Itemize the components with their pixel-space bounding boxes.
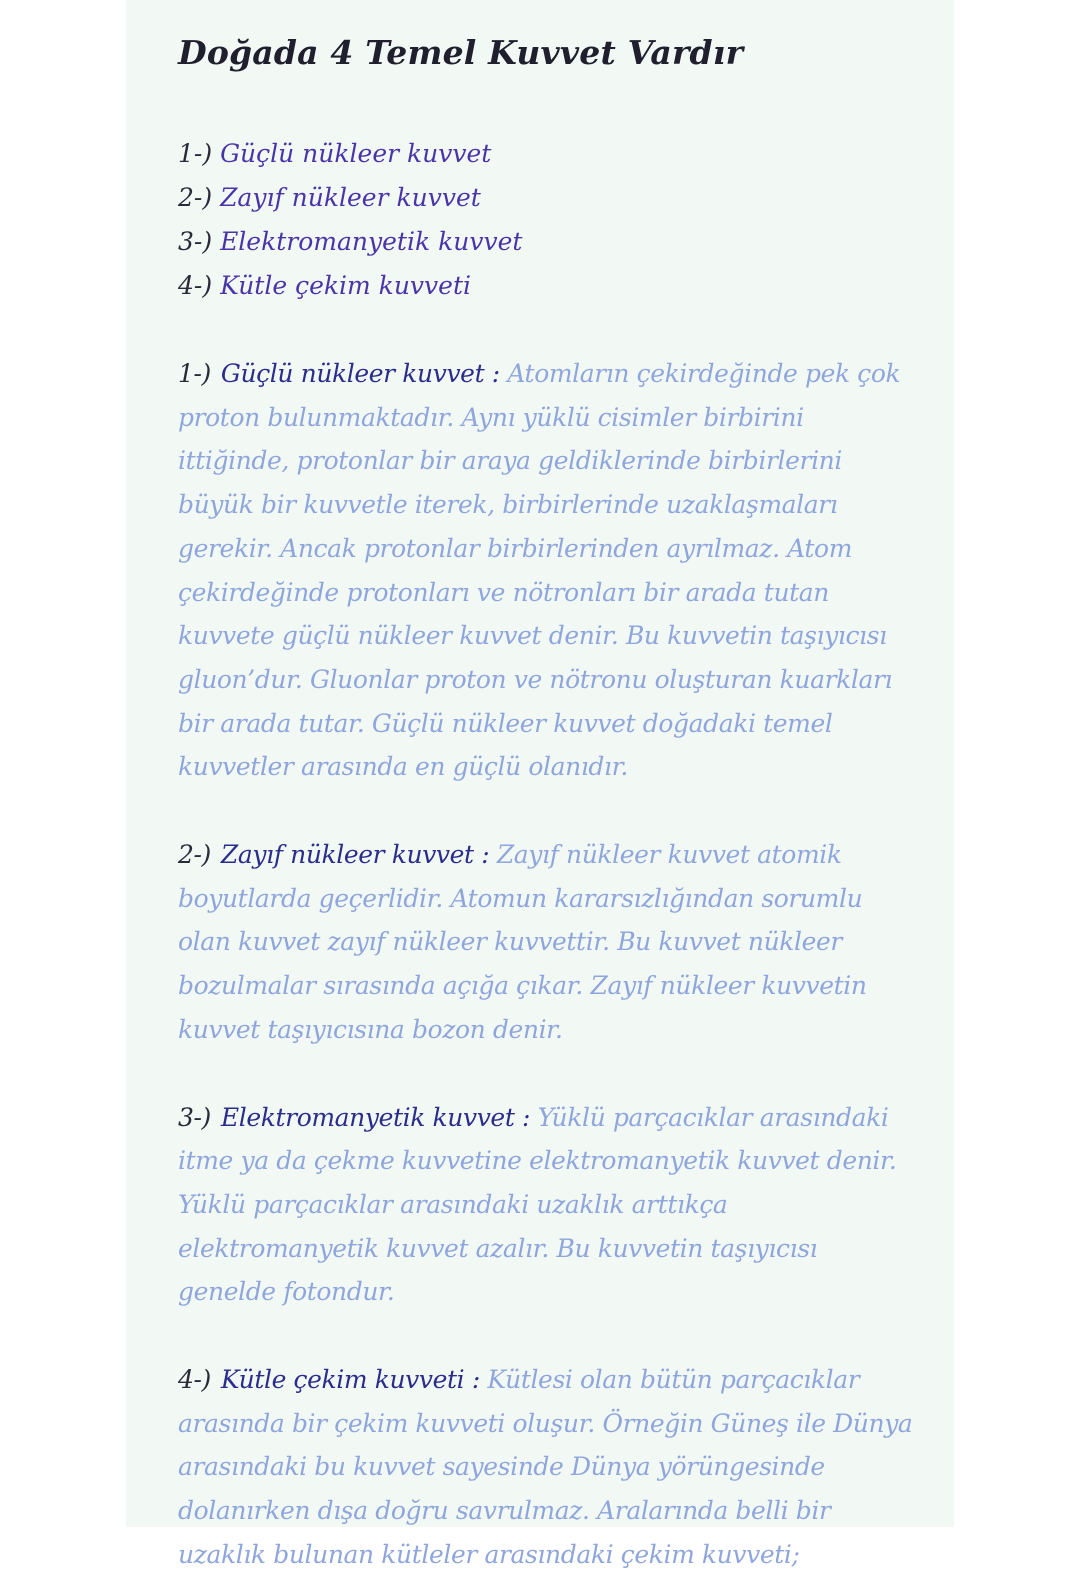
section-number: 2-) [178, 840, 211, 870]
section-colon: : [481, 840, 490, 870]
section-paragraph [178, 833, 918, 1052]
section-body: Zayıf nükleer kuvvet atomik boyutlarda geçerlidir. Atomun kararsızlığından sorumlu olan kuvvet zayıf nükleer kuvvettir. Bu kuvvet nükleer bozulmalar sırasında açığa çıkar. Zayıf nükleer kuvvetin kuvvet taşıyıcısına bozon denir. [178, 840, 867, 1044]
list-label: Güçlü nükleer kuvvet [220, 139, 492, 168]
section-colon: : [491, 359, 500, 388]
section-paragraph [178, 352, 918, 789]
section-heading: Elektromanyetik kuvvet [220, 1102, 515, 1132]
list-item [178, 176, 918, 220]
section-body: Yüklü parçacıklar arasındaki itme ya da çekme kuvvetine elektromanyetik kuvvet denir. Yüklü parçacıklar arasındaki uzaklık arttıkça elektromanyetik kuvvet azalır. Bu kuvvetin taşıyıcısı genelde fotondur. [178, 1102, 897, 1307]
section-heading: Zayıf nükleer kuvvet [220, 840, 474, 870]
section-body: Kütlesi olan bütün parçacıklar arasında bir çekim kuvveti oluşur. Örneğin Güneş ile Dünya arasındaki bu kuvvet sayesinde Dünya yörüngesinde dolanırken dışa doğru savrulmaz. Aralarında belli bir uzaklık bulunan kütleler arasındaki çekim kuvveti; [178, 1365, 913, 1569]
section-number: 1-) [178, 359, 211, 388]
section-paragraph [178, 1096, 918, 1315]
note-page [126, 0, 954, 1569]
list-item [178, 132, 918, 176]
note-content [178, 28, 918, 1577]
list-number: 4-) [178, 271, 213, 300]
force-list [178, 132, 918, 308]
section-colon: : [471, 1365, 480, 1395]
list-number: 1-) [178, 139, 213, 168]
section-gravity [178, 1358, 918, 1577]
list-label: Elektromanyetik kuvvet [220, 227, 523, 256]
section-paragraph [178, 1358, 918, 1577]
list-number: 3-) [178, 227, 213, 256]
page-title: Doğada 4 Temel Kuvvet Vardır [178, 33, 744, 72]
section-electromagnetic [178, 1096, 918, 1315]
section-body: Atomların çekirdeğinde pek çok proton bulunmaktadır. Aynı yüklü cisimler birbirini ittiğinde, protonlar bir araya geldiklerinde birbirlerini büyük bir kuvvetle iterek, birbirlerinde uzaklaşmaları gerekir. Ancak protonlar birbirlerinden ayrılmaz. Atom çekirdeğinde protonları ve nötronları bir arada tutan kuvvete güçlü nükleer kuvvet denir. Bu kuvvetin taşıyıcısı gluon’dur. Gluonlar proton ve nötronu oluşturan kuarkları bir arada tutar. Güçlü nükleer kuvvet doğadaki temel kuvvetler arasında en güçlü olanıdır. [178, 359, 901, 782]
section-number: 4-) [178, 1365, 211, 1395]
list-number: 2-) [178, 183, 213, 212]
section-colon: : [522, 1102, 531, 1132]
list-label: Zayıf nükleer kuvvet [220, 183, 481, 212]
section-strong-nuclear [178, 352, 918, 789]
section-heading: Güçlü nükleer kuvvet [220, 359, 485, 388]
section-heading: Kütle çekim kuvveti [220, 1365, 465, 1395]
section-weak-nuclear [178, 833, 918, 1052]
section-number: 3-) [178, 1102, 211, 1132]
list-item [178, 264, 918, 308]
list-item [178, 220, 918, 264]
list-label: Kütle çekim kuvveti [220, 271, 472, 300]
